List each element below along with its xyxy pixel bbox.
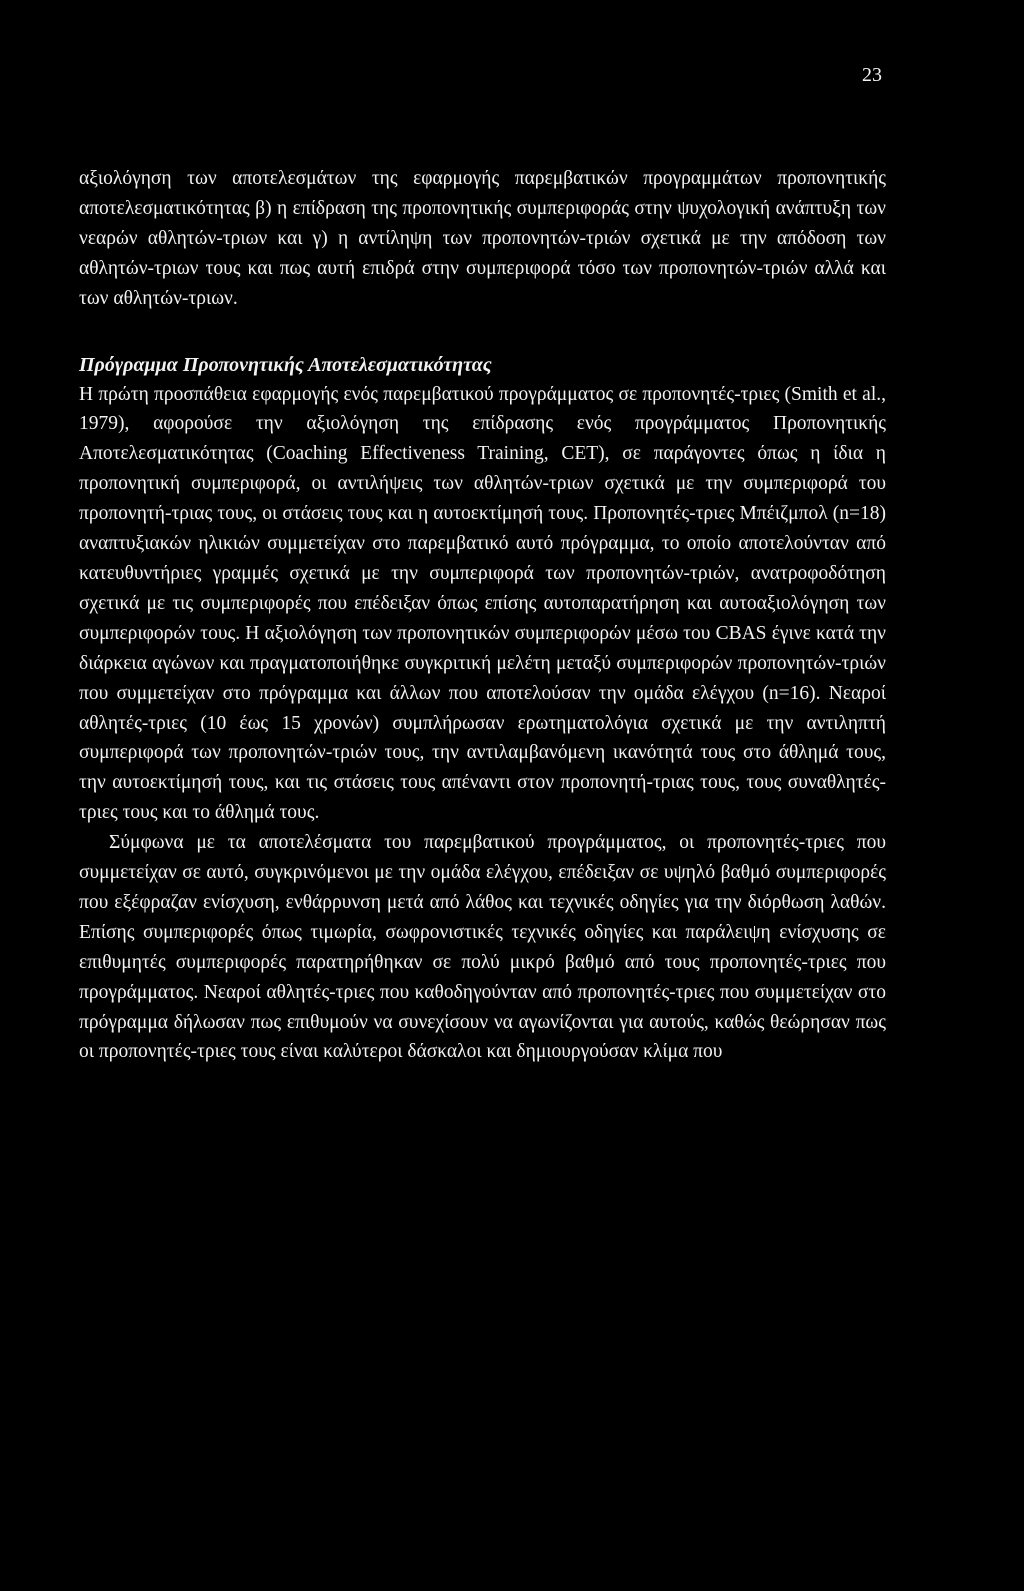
intro-paragraph: αξιολόγηση των αποτελεσμάτων της εφαρμογής παρεμβατικών προγραμμάτων προπονητικής αποτελεσματικότητας β) η επίδραση της προπονητικής συμπεριφοράς στην ψυχολογική ανάπτυξη των νεαρών αθλητών-τριων και γ) η αντίληψη των προπονητών-τριών σχετικά με την απόδοση των αθλητών-τριων τους και πως αυτή επιδρά στην συμπεριφορά τόσο των προπονητών-τριών αλλά και των αθλητών-τριων. — [79, 168, 886, 309]
section-heading: Πρόγραμμα Προπονητικής Αποτελεσματικότητας — [79, 353, 492, 376]
page-number: 23 — [862, 64, 882, 86]
document-body — [79, 164, 886, 1067]
results-paragraph: Σύμφωνα με τα αποτελέσματα του παρεμβατικού προγράμματος, οι προπονητές-τριες που συμμετείχαν σε αυτό, συγκρινόμενοι με την ομάδα ελέγχου, επέδειξαν σε υψηλό βαθμό συμπεριφορές που εξέφραζαν ενίσχυση, ενθάρρυνση μετά από λάθος και τεχνικές οδηγίες για την διόρθωση λαθών. Επίσης συμπεριφορές όπως τιμωρία, σωφρονιστικές τεχνικές οδηγίες και παράλειψη ενίσχυσης σε επιθυμητές συμπεριφορές παρατηρήθηκαν σε πολύ μικρό βαθμό από τους προπονητές-τριες που προγράμματος. Νεαροί αθλητές-τριες που καθοδηγούνταν από προπονητές-τριες που συμμετείχαν στο πρόγραμμα δήλωσαν πως επιθυμούν να συνεχίσουν να αγωνίζονται για αυτούς, καθώς θεώρησαν πως οι προπονητές-τριες τους είναι καλύτεροι δάσκαλοι και δημιουργούσαν κλίμα που — [79, 832, 886, 1063]
cet-paragraph: Η πρώτη προσπάθεια εφαρμογής ενός παρεμβατικού προγράμματος σε προπονητές-τριες (Smith et al., 1979), αφορούσε την αξιολόγηση της επίδρασης ενός προγράμματος Προπονητικής Αποτελεσματικότητας (Coaching Effectiveness Training, CET), σε παράγοντες όπως η ίδια η προπονητική συμπεριφορά, οι αντιλήψεις των αθλητών-τριων σχετικά με την συμπεριφορά του προπονητή-τριας τους, οι στάσεις τους και η αυτοεκτίμησή τους. Προπονητές-τριες Μπέιζμπολ (n=18) αναπτυξιακών ηλικιών συμμετείχαν στο παρεμβατικό αυτό πρόγραμμα, το οποίο αποτελούνταν από κατευθυντήριες γραμμές σχετικά με την συμπεριφορά των προπονητών-τριών, ανατροφοδότηση σχετικά με τις συμπεριφορές που επέδειξαν όπως επίσης αυτοπαρατήρηση και αυτοαξιολόγηση των συμπεριφορών τους. Η αξιολόγηση των προπονητικών συμπεριφορών μέσω του CBAS έγινε κατά την διάρκεια αγώνων και πραγματοποιήθηκε συγκριτική μελέτη μεταξύ συμπεριφορών προπονητών-τριών που συμμετείχαν στο πρόγραμμα και άλλων που αποτελούσαν την ομάδα ελέγχου (n=16). Νεαροί αθλητές-τριες (10 έως 15 χρονών) συμπλήρωσαν ερωτηματολόγια σχετικά με την αντιληπτή συμπεριφορά των προπονητών-τριών τους, την αντιλαμβανόμενη ικανότητά τους στο άθλημά τους, την αυτοεκτίμησή τους, και τις στάσεις τους απέναντι στον προπονητή-τριας τους, τους συναθλητές-τριες τους και το άθλημά τους. — [79, 383, 886, 824]
